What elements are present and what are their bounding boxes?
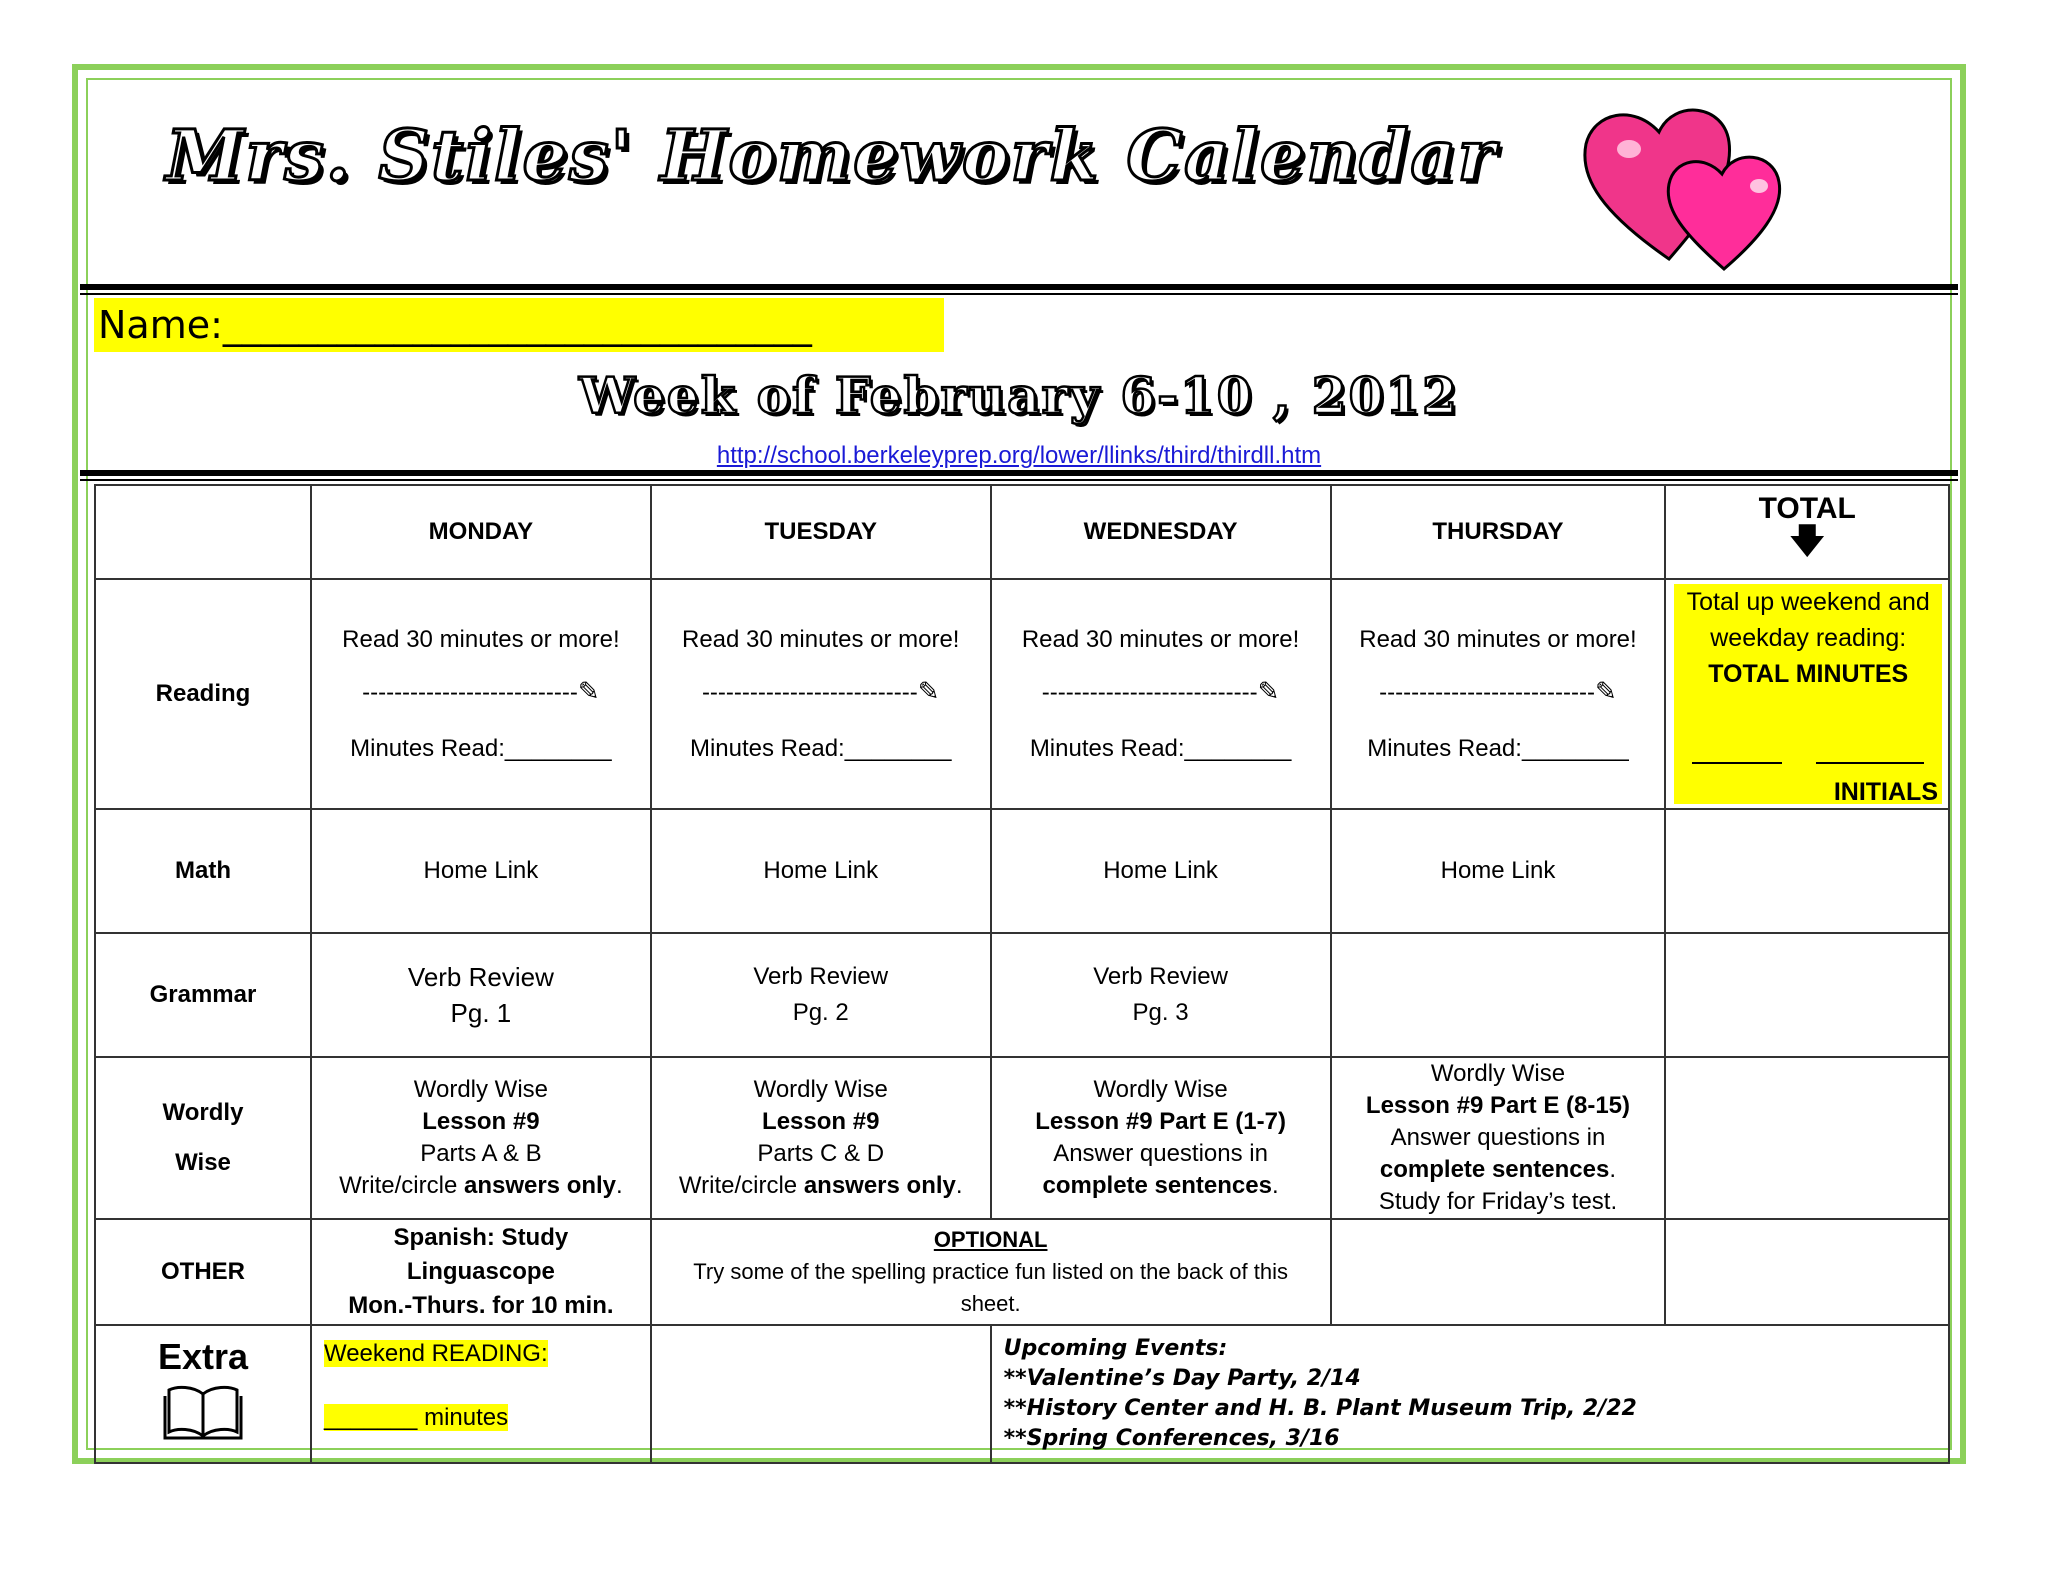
total-blanks[interactable]: [1674, 738, 1942, 774]
reading-minutes[interactable]: Minutes Read:________: [1029, 734, 1292, 762]
upcoming-events: [991, 1325, 1949, 1463]
open-book-icon: [163, 1382, 243, 1442]
reading-wednesday: [991, 579, 1331, 809]
week-title: Week of February 6-10 , 2012: [579, 366, 1459, 425]
other-total: [1665, 1219, 1949, 1325]
row-reading: [95, 579, 1949, 809]
header-monday: MONDAY: [311, 485, 651, 579]
subject-reading: Reading: [95, 579, 311, 809]
pencil-icon: ✎: [1257, 675, 1280, 706]
optional-label: OPTIONAL: [933, 1227, 1048, 1252]
total-label: TOTAL: [1758, 492, 1856, 525]
subject-wordly-wise: Wordly Wise: [95, 1057, 311, 1219]
grammar-wednesday: Verb Review Pg. 3: [991, 933, 1331, 1057]
reading-monday: [311, 579, 651, 809]
extra-monday: [311, 1325, 651, 1463]
total-minutes-label: TOTAL MINUTES: [1708, 660, 1909, 688]
reading-minutes[interactable]: Minutes Read:________: [689, 734, 952, 762]
pencil-icon: ✎: [1594, 675, 1617, 706]
header-total: [1665, 485, 1949, 579]
header-thursday: THURSDAY: [1331, 485, 1666, 579]
reading-dashes: ---------------------------✎: [1379, 675, 1617, 706]
down-arrow-icon: 🡇: [1789, 522, 1825, 560]
events-title: Upcoming Events:: [1003, 1336, 1228, 1361]
reading-thursday: [1331, 579, 1666, 809]
weekend-minutes[interactable]: _______ minutes: [323, 1404, 509, 1431]
initials-label: INITIALS: [1833, 778, 1938, 806]
table-divider: [80, 470, 1958, 476]
pencil-icon: ✎: [577, 675, 600, 706]
math-thursday: Home Link: [1331, 809, 1666, 933]
math-wednesday: Home Link: [991, 809, 1331, 933]
resource-link[interactable]: http://school.berkeleyprep.org/lower/llinks/third/thirdll.htm: [716, 442, 1322, 469]
reading-total: [1665, 579, 1949, 809]
row-other: [95, 1219, 1949, 1325]
subject-grammar: Grammar: [95, 933, 311, 1057]
wordly-thursday: Wordly Wise Lesson #9 Part E (8-15) Answer questions in complete sentences. Study for Friday’s test.: [1331, 1057, 1666, 1219]
other-thursday: [1331, 1219, 1666, 1325]
event-item: **History Center and H. B. Plant Museum Trip, 2/22: [1003, 1396, 1637, 1421]
reading-minutes[interactable]: Minutes Read:________: [350, 734, 612, 762]
row-extra: [95, 1325, 1949, 1463]
other-monday: Spanish: Study Linguascope Mon.-Thurs. for 10 min.: [311, 1219, 651, 1325]
total-box: [1674, 584, 1942, 804]
weekend-reading-label: Weekend READING:: [323, 1340, 548, 1367]
reading-task: Read 30 minutes or more!: [342, 625, 620, 653]
total-instructions: Total up weekend and weekday reading:: [1686, 588, 1930, 652]
reading-task: Read 30 minutes or more!: [682, 625, 960, 653]
corner-cell: [95, 485, 311, 579]
math-tuesday: Home Link: [651, 809, 991, 933]
header-divider: [80, 284, 1958, 290]
subject-other: OTHER: [95, 1219, 311, 1325]
reading-dashes: ---------------------------✎: [362, 675, 600, 706]
row-math: [95, 809, 1949, 933]
calendar-sheet: [72, 64, 1966, 1464]
optional-text: Try some of the spelling practice fun listed on the back of this sheet.: [693, 1259, 1289, 1316]
event-item: **Valentine’s Day Party, 2/14: [1003, 1366, 1361, 1391]
homework-table: [94, 484, 1950, 1464]
subject-math: Math: [95, 809, 311, 933]
reading-minutes[interactable]: Minutes Read:________: [1367, 734, 1629, 762]
other-optional: [651, 1219, 1331, 1325]
name-field[interactable]: Name:_______________________________: [94, 298, 944, 352]
header-row: [95, 485, 1949, 579]
wordly-tuesday: Wordly Wise Lesson #9 Parts C & D Write/circle answers only.: [651, 1057, 991, 1219]
subject-extra: Extra: [95, 1325, 311, 1463]
reading-dashes: ---------------------------✎: [1041, 675, 1280, 706]
header-tuesday: TUESDAY: [651, 485, 991, 579]
row-wordly-wise: [95, 1057, 1949, 1219]
pencil-icon: ✎: [917, 675, 940, 706]
grammar-tuesday: Verb Review Pg. 2: [651, 933, 991, 1057]
grammar-thursday: [1331, 933, 1666, 1057]
math-total: [1665, 809, 1949, 933]
event-item: **Spring Conferences, 3/16: [1003, 1426, 1340, 1451]
wordly-total: [1665, 1057, 1949, 1219]
reading-task: Read 30 minutes or more!: [1359, 625, 1637, 653]
inner-border: [86, 78, 1952, 1450]
reading-dashes: ---------------------------✎: [701, 675, 940, 706]
extra-tuesday: [651, 1325, 991, 1463]
reading-tuesday: [651, 579, 991, 809]
wordly-wednesday: Wordly Wise Lesson #9 Part E (1-7) Answer questions in complete sentences.: [991, 1057, 1331, 1219]
reading-task: Read 30 minutes or more!: [1021, 625, 1300, 653]
header-wednesday: WEDNESDAY: [991, 485, 1331, 579]
wordly-monday: Wordly Wise Lesson #9 Parts A & B Write/circle answers only.: [311, 1057, 651, 1219]
math-monday: Home Link: [311, 809, 651, 933]
page-title: Mrs. Stiles' Homework Calendar: [166, 114, 1497, 197]
row-grammar: [95, 933, 1949, 1057]
hearts-icon: [1574, 94, 1804, 274]
grammar-monday: Verb Review Pg. 1: [311, 933, 651, 1057]
grammar-total: [1665, 933, 1949, 1057]
